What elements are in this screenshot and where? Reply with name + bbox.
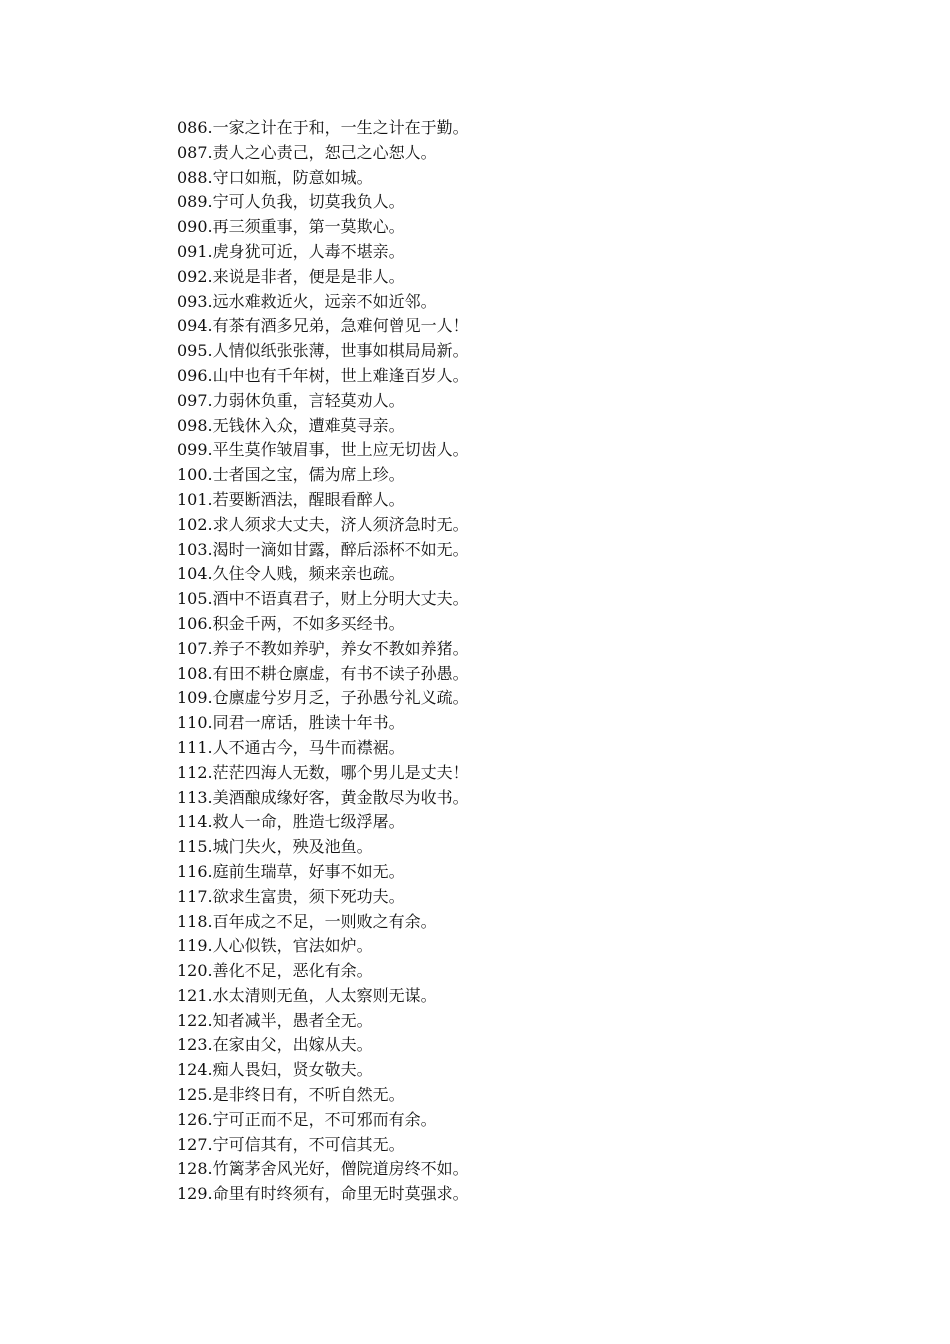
proverb-line: 102.求人须求大丈夫，济人须济急时无。 <box>177 514 469 534</box>
proverb-line: 128.竹篱茅舍风光好，僧院道房终不如。 <box>177 1159 469 1179</box>
proverb-line: 115.城门失火，殃及池鱼。 <box>177 837 373 857</box>
proverb-line: 117.欲求生富贵，须下死功夫。 <box>177 886 405 906</box>
proverb-line: 121.水太清则无鱼，人太察则无谋。 <box>177 985 437 1005</box>
proverb-line: 118.百年成之不足，一则败之有余。 <box>177 911 437 931</box>
proverb-line: 120.善化不足，恶化有余。 <box>177 961 373 981</box>
proverb-line: 087.责人之心责己，恕己之心恕人。 <box>177 142 437 162</box>
proverb-line: 092.来说是非者，便是是非人。 <box>177 266 405 286</box>
proverb-line: 101.若要断酒法，醒眼看醉人。 <box>177 489 405 509</box>
proverb-line: 123.在家由父，出嫁从夫。 <box>177 1035 373 1055</box>
proverb-list <box>177 116 877 1207</box>
proverb-line: 090.再三须重事，第一莫欺心。 <box>177 217 405 237</box>
proverb-line: 095.人情似纸张张薄，世事如棋局局新。 <box>177 341 469 361</box>
proverb-line: 127.宁可信其有，不可信其无。 <box>177 1134 405 1154</box>
proverb-line: 110.同君一席话，胜读十年书。 <box>177 713 405 733</box>
proverb-line: 094.有茶有酒多兄弟，急难何曾见一人！ <box>177 316 469 336</box>
proverb-line: 103.渴时一滴如甘露，醉后添杯不如无。 <box>177 539 469 559</box>
proverb-line: 112.茫茫四海人无数，哪个男儿是丈夫！ <box>177 762 469 782</box>
proverb-line: 125.是非终日有，不听自然无。 <box>177 1085 405 1105</box>
proverb-line: 126.宁可正而不足，不可邪而有余。 <box>177 1109 437 1129</box>
proverb-line: 108.有田不耕仓廪虚，有书不读子孙愚。 <box>177 663 469 683</box>
proverb-line: 116.庭前生瑞草，好事不如无。 <box>177 861 405 881</box>
proverb-line: 129.命里有时终须有，命里无时莫强求。 <box>177 1184 469 1204</box>
proverb-line: 119.人心似铁，官法如炉。 <box>177 936 373 956</box>
proverb-line: 114.救人一命，胜造七级浮屠。 <box>177 812 405 832</box>
proverb-line: 088.守口如瓶，防意如城。 <box>177 167 373 187</box>
proverb-line: 096.山中也有千年树，世上难逢百岁人。 <box>177 365 469 385</box>
proverb-line: 091.虎身犹可近，人毒不堪亲。 <box>177 241 405 261</box>
proverb-line: 109.仓廪虚兮岁月乏，子孙愚兮礼义疏。 <box>177 688 469 708</box>
proverb-line: 111.人不通古今，马牛而襟裾。 <box>177 737 405 757</box>
proverb-line: 105.酒中不语真君子，财上分明大丈夫。 <box>177 589 469 609</box>
proverb-line: 093.远水难救近火，远亲不如近邻。 <box>177 291 437 311</box>
proverb-line: 100.士者国之宝，儒为席上珍。 <box>177 465 405 485</box>
proverb-line: 097.力弱休负重，言轻莫劝人。 <box>177 390 405 410</box>
proverb-line: 104.久住令人贱，频来亲也疏。 <box>177 564 405 584</box>
proverb-line: 124.痴人畏妇，贤女敬夫。 <box>177 1060 373 1080</box>
proverb-line: 113.美酒酿成缘好客，黄金散尽为收书。 <box>177 787 469 807</box>
proverb-line: 089.宁可人负我，切莫我负人。 <box>177 192 405 212</box>
proverb-line: 098.无钱休入众，遭难莫寻亲。 <box>177 415 405 435</box>
proverb-line: 107.养子不教如养驴，养女不教如养猪。 <box>177 638 469 658</box>
proverb-line: 099.平生莫作皱眉事，世上应无切齿人。 <box>177 440 469 460</box>
proverb-line: 106.积金千两，不如多买经书。 <box>177 613 405 633</box>
proverb-line: 086.一家之计在于和，一生之计在于勤。 <box>177 118 469 137</box>
proverb-line: 122.知者减半，愚者全无。 <box>177 1010 373 1030</box>
